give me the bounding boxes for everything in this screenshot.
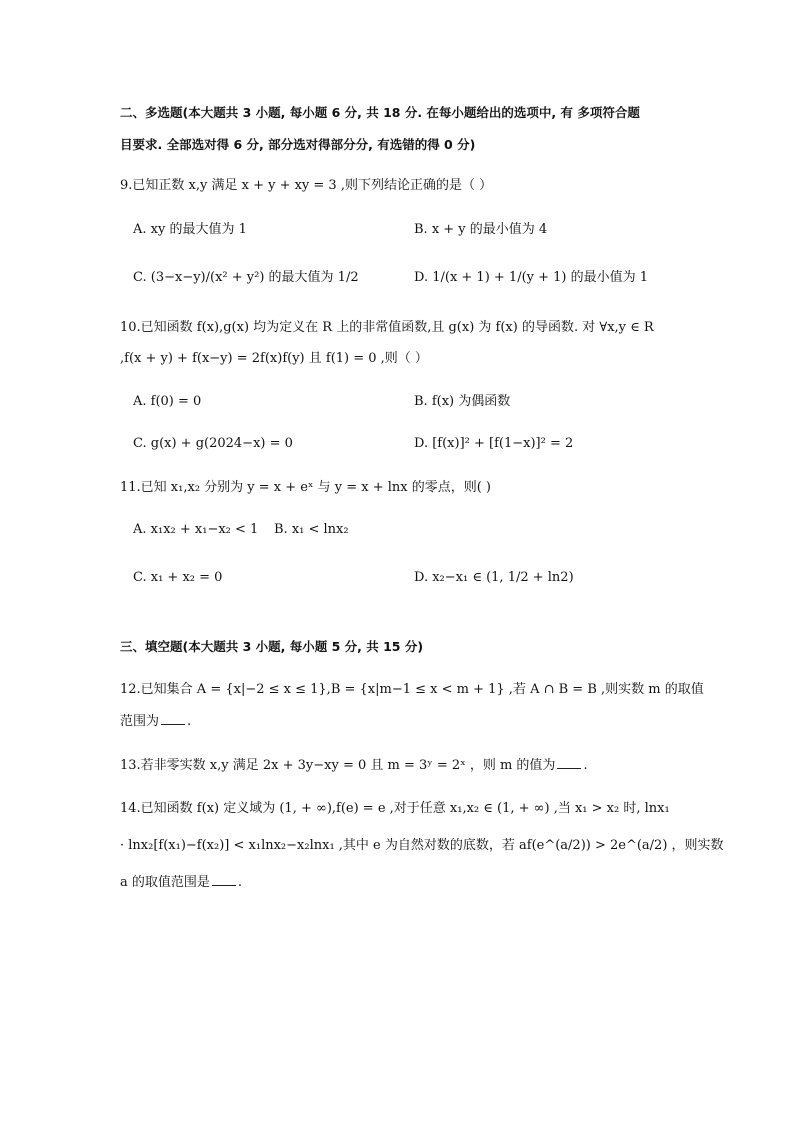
q14-stem-line1: 14.已知函数 f(x) 定义域为 (1, + ∞),f(e) = e ,对于任意 x₁,x₂ ∈ (1, + ∞) ,当 x₁ > x₂ 时, lnx₁ — [120, 801, 670, 816]
q14-tail: . — [237, 875, 243, 890]
q13-stem — [120, 756, 684, 776]
q11-option-a: A. x₁x₂ + x₁−x₂ < 1 — [133, 522, 259, 537]
section2-heading-line2: 目要求. 全部选对得 6 分, 部分选对得部分分, 有选错的得 0 分) — [120, 137, 476, 152]
q9-option-a: A. xy 的最大值为 1 — [133, 222, 247, 237]
section2-heading-line1: 二、多选题(本大题共 3 小题, 每小题 6 分, 共 18 分. 在每小题给出的选项中, 有 多项符合题 — [120, 105, 640, 120]
q14-stem-text: a 的取值范围是 — [120, 875, 210, 890]
q9-option-b: B. x + y 的最小值为 4 — [414, 222, 548, 237]
q13-answer-blank — [557, 756, 581, 769]
q12-stem-text: 范围为 — [120, 714, 160, 729]
q13-stem-text: 13.若非零实数 x,y 满足 2x + 3y−xy = 0 且 m = 3ʸ = 2ˣ ，则 m 的值为 — [120, 758, 556, 773]
q10-option-d: D. [f(x)]² + [f(1−x)]² = 2 — [414, 436, 574, 451]
q12-stem-line2 — [120, 712, 684, 732]
q11-option-b: B. x₁ < lnx₂ — [274, 522, 349, 537]
q10-option-b: B. f(x) 为偶函数 — [414, 394, 511, 409]
q14-stem-line3 — [120, 873, 684, 893]
q10-option-c: C. g(x) + g(2024−x) = 0 — [133, 436, 293, 451]
q13-tail: . — [583, 758, 588, 773]
q11-stem: 11.已知 x₁,x₂ 分别为 y = x + eˣ 与 y = x + lnx 的零点，则( ) — [120, 480, 492, 495]
q10-option-a: A. f(0) = 0 — [133, 394, 202, 409]
section3-heading: 三、填空题(本大题共 3 小题, 每小题 5 分, 共 15 分) — [120, 639, 424, 654]
q9-stem: 9.已知正数 x,y 满足 x + y + xy = 3 ,则下列结论正确的是（ ） — [120, 178, 493, 193]
q12-answer-blank — [161, 712, 185, 725]
q9-option-c: C. (3−x−y)/(x² + y²) 的最大值为 1/2 — [133, 270, 359, 285]
q10-stem-line1: 10.已知函数 f(x),g(x) 均为定义在 R 上的非常值函数,且 g(x) 为 f(x) 的导函数. 对 ∀x,y ∈ R — [120, 320, 654, 335]
q9-option-d: D. 1/(x + 1) + 1/(y + 1) 的最小值为 1 — [414, 270, 649, 285]
q10-stem-line2: ,f(x + y) + f(x−y) = 2f(x)f(y) 且 f(1) = 0 ,则（ ） — [120, 351, 428, 366]
q11-option-c: C. x₁ + x₂ = 0 — [133, 570, 223, 585]
q14-answer-blank — [212, 873, 236, 886]
q11-option-d: D. x₂−x₁ ∈ (1, 1/2 + ln2) — [414, 570, 574, 585]
q14-stem-line2: · lnx₂[f(x₁)−f(x₂)] < x₁lnx₂−x₂lnx₁ ,其中 e 为自然对数的底数，若 af(e^(a/2)) > 2e^(a/2) ，则实数 — [120, 838, 724, 853]
q12-stem-line1: 12.已知集合 A = {x|−2 ≤ x ≤ 1},B = {x|m−1 ≤ x < m + 1} ,若 A ∩ B = B ,则实数 m 的取值 — [120, 682, 704, 697]
q12-tail: . — [187, 714, 192, 729]
